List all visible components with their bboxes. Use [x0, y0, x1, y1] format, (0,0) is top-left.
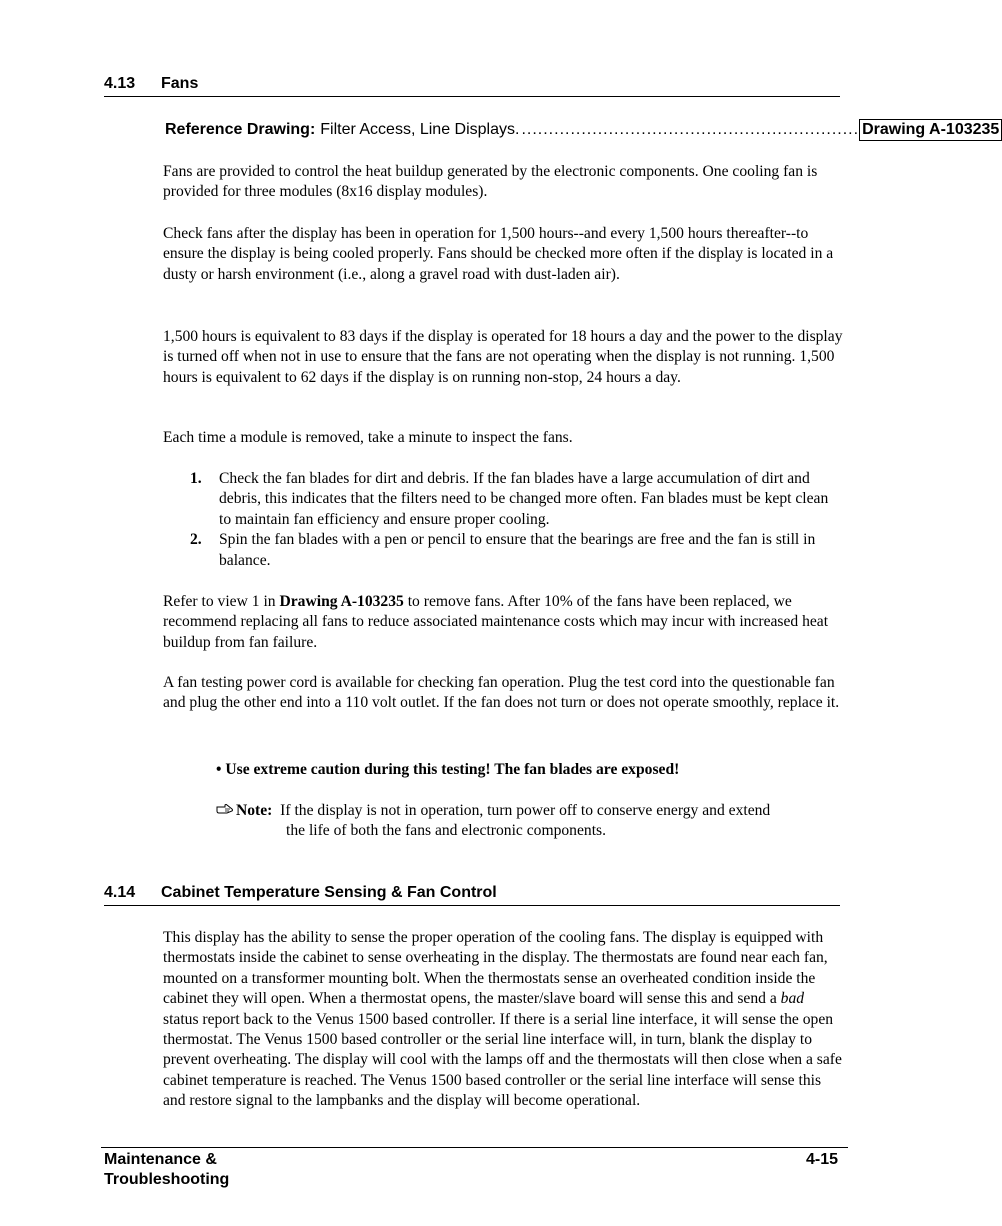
section-heading-4-13: [104, 74, 840, 97]
caution-warning: • Use extreme caution during this testing! The fan blades are exposed!: [216, 761, 680, 778]
page-number: 4-15: [806, 1151, 839, 1168]
section-number: 4.14: [104, 884, 136, 901]
section-number: 4.13: [104, 75, 136, 92]
text-run: Refer to view 1 in: [163, 593, 280, 610]
pointing-hand-icon: [216, 801, 236, 821]
pointing-hand-svg: [216, 803, 234, 815]
footer-line: Troubleshooting: [104, 1171, 230, 1188]
reference-text: Filter Access, Line Displays.: [320, 121, 520, 138]
emphasis: bad: [780, 990, 805, 1008]
footer-rule: [101, 1147, 848, 1148]
note-label: Note:: [236, 802, 273, 819]
paragraph-inspect: Each time a module is removed, take a minute to inspect the fans.: [163, 429, 573, 446]
paragraph-test-cord: A fan testing power cord is available for checking fan operation. Plug the test cord into the questionable fan and plug the other end into a 110 volt outlet. If the fan does not turn or does not operate smoothly, replace it.: [163, 674, 840, 712]
paragraph-refer-view: [163, 592, 843, 653]
section-title: Fans: [161, 75, 199, 92]
text-run: to remove fans. After 10% of the fans have been replaced, we recommend replacing all fans to reduce associated maintenance costs which may incur with increased heat buildup from fan failure.: [163, 593, 829, 651]
section-title: Cabinet Temperature Sensing & Fan Control: [161, 884, 497, 901]
step-text: Spin the fan blades with a pen or pencil to ensure that the bearings are free and the fan is still in balance.: [219, 531, 816, 569]
note-block: [216, 801, 836, 842]
section-heading-4-14: [104, 883, 840, 906]
step-text: Check the fan blades for dirt and debris. If the fan blades have a large accumulation of dirt and debris, this indicates that the filters need to be changed more often. Fan blades must be kept clean to maintain fan efficiency and ensure proper cooling.: [219, 470, 829, 528]
reference-drawing-line: [165, 119, 1000, 141]
list-item: [190, 530, 840, 571]
list-item: [190, 469, 840, 530]
text-run: status report back to the Venus 1500 based controller. If there is a serial line interface, it will sense the open thermostat. The Venus 1500 based controller or the serial line interface will, in turn, blank the display to prevent overheating. The display will cool with the lamps off and the thermostats will then close when a safe cabinet temperature is reached. The Venus 1500 based controller or the serial line interface will sense this and restore signal to the lampbanks and the display will become operational.: [163, 1010, 842, 1110]
leader-dots: ..............................................................: [521, 121, 860, 138]
note-text: If the display is not in operation, turn power off to conserve energy and extend: [280, 802, 771, 819]
footer-chapter: [104, 1150, 229, 1190]
paragraph-cabinet-temperature: [163, 928, 843, 1112]
step-number: 1.: [190, 470, 202, 487]
paragraph-fans-intro: Fans are provided to control the heat buildup generated by the electronic components. One cooling fan is provided for three modules (8x16 display modules).: [163, 163, 818, 201]
step-number: 2.: [190, 531, 202, 549]
inspection-steps: [190, 469, 840, 571]
drawing-reference: Drawing A-103235: [279, 593, 404, 610]
reference-label: Reference Drawing:: [165, 121, 316, 138]
paragraph-hours-equivalent: 1,500 hours is equivalent to 83 days if the display is operated for 18 hours a day and the power to the display is turned off when not in use to ensure that the fans are not operating when the display is not running. 1,500 hours is equivalent to 62 days if the display is on running non-stop, 24 hours a day.: [163, 328, 843, 386]
footer-line: Maintenance &: [104, 1151, 217, 1168]
paragraph-check-fans: Check fans after the display has been in operation for 1,500 hours--and every 1,500 hours thereafter--to ensure the display is being cooled properly. Fans should be checked more often if the display is located in a dusty or harsh environment (i.e., along a gravel road with dust-laden air).: [163, 225, 834, 283]
text-run: This display has the ability to sense the proper operation of the cooling fans. The display is equipped with thermostats inside the cabinet to sense overheating in the display. The thermostats are found near each fan, mounted on a transformer mounting bolt. When the thermostats sense an overheated condition inside the cabinet they will open. When a thermostat opens, the master/slave board will sense this and send a: [163, 929, 828, 1008]
note-text-continued: the life of both the fans and electronic components.: [286, 822, 606, 840]
drawing-reference-box: Drawing A-103235: [859, 119, 1002, 141]
